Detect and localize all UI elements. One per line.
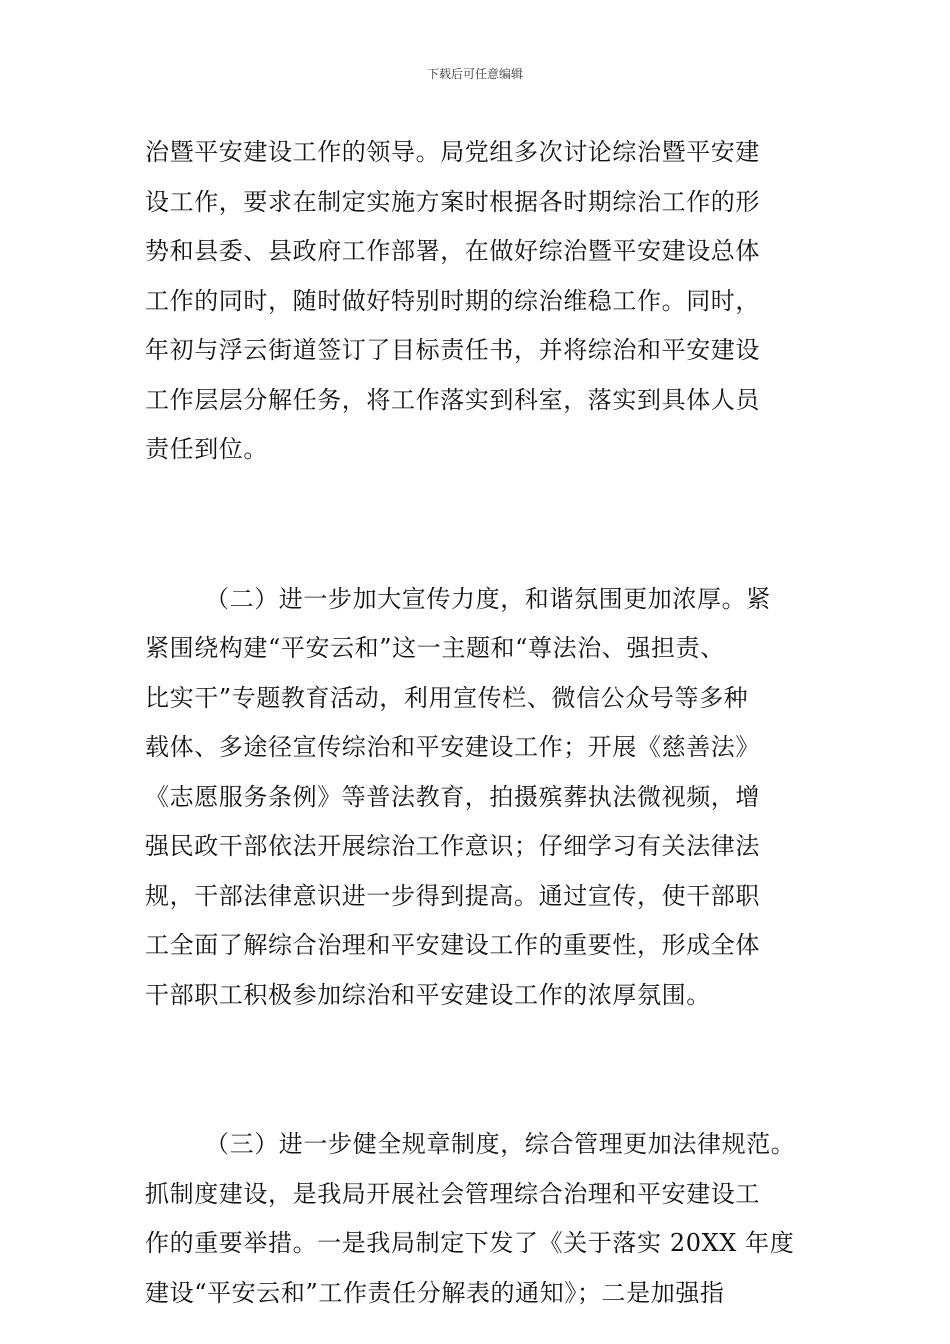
text-line: 比实干”专题教育活动，利用宣传栏、微信公众号等多种 xyxy=(145,683,749,712)
text-line: 作的重要举措。一是我局制定下发了《关于落实 20XX 年度 xyxy=(145,1229,795,1257)
text-line: 工作层层分解任务，将工作落实到科室，落实到具体人员 xyxy=(145,385,760,414)
text-line: 势和县委、县政府工作部署，在做好综治暨平安建设总体 xyxy=(145,237,760,265)
text-line: 干部职工积极参加综治和平安建设工作的浓厚氛围。 xyxy=(145,980,711,1009)
text-line: （三）进一步健全规章制度，综合管理更加法律规范。 xyxy=(205,1130,796,1158)
text-line: 强民政干部依法开展综治工作意识；仔细学习有关法律法 xyxy=(145,832,760,860)
text-line: 建设“平安云和”工作责任分解表的通知》；二是加强指 xyxy=(145,1278,725,1307)
text-line: 治暨平安建设工作的领导。局党组多次讨论综治暨平安建 xyxy=(145,138,760,166)
text-line: 工全面了解综合治理和平安建设工作的重要性，形成全体 xyxy=(145,931,760,959)
text-line: 年初与浮云街道签订了目标责任书，并将综治和平安建设 xyxy=(145,336,760,364)
paragraph-spacer xyxy=(145,475,825,575)
text-line: 抓制度建设，是我局开展社会管理综合治理和平安建设工 xyxy=(145,1179,760,1208)
paragraph-2 xyxy=(145,575,825,1021)
text-line: 规，干部法律意识进一步得到提高。通过宣传，使干部职 xyxy=(145,881,760,910)
text-line: 责任到位。 xyxy=(145,435,268,463)
text-line: 设工作，要求在制定实施方案时根据各时期综治工作的形 xyxy=(145,187,760,216)
page-header: 下载后可任意编辑 xyxy=(426,67,523,81)
paragraph-1 xyxy=(145,128,825,475)
paragraph-3 xyxy=(145,1120,825,1318)
text-line: 紧围绕构建“平安云和”这一主题和“尊法治、强担责、 xyxy=(145,634,725,662)
text-line: （二）进一步加大宣传力度，和谐氛围更加浓厚。紧 xyxy=(205,584,771,613)
paragraph-spacer xyxy=(145,1020,825,1120)
text-line: 载体、多途径宣传综治和平安建设工作；开展《慈善法》 xyxy=(145,733,760,761)
text-line: 工作的同时，随时做好特别时期的综治维稳工作。同时， xyxy=(145,286,760,315)
document-body xyxy=(145,128,825,1318)
text-line: 《志愿服务条例》等普法教育，拍摄殡葬执法微视频，增 xyxy=(145,782,760,811)
